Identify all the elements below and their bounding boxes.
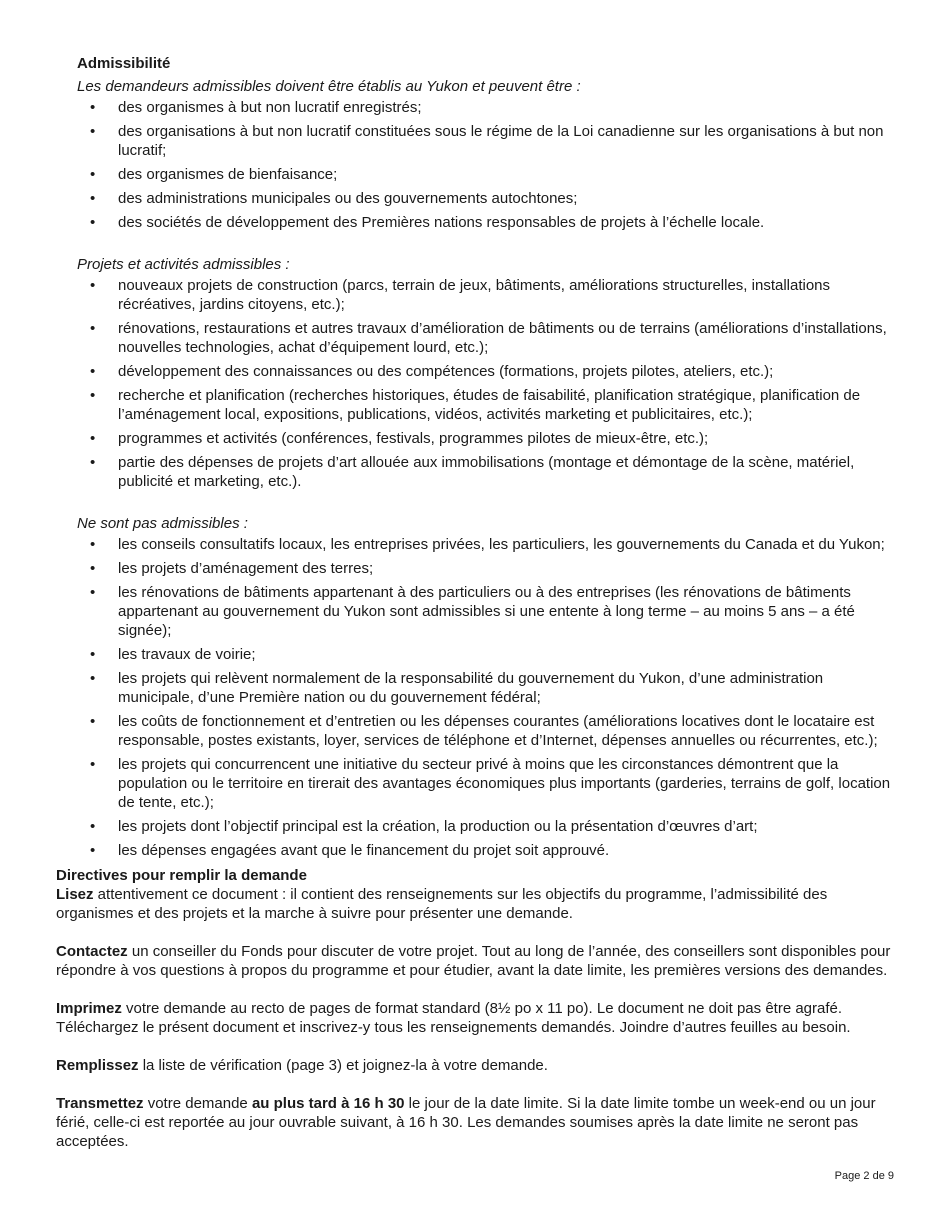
- projects-list: [77, 276, 897, 491]
- list-item: • les conseils consultatifs locaux, les entreprises privées, les particuliers, les gouvernements du Canada et du Yukon;: [77, 535, 897, 554]
- print-label: Imprimez: [56, 1000, 122, 1017]
- list-item: • des organismes à but non lucratif enregistrés;: [77, 98, 897, 117]
- print-text: votre demande au recto de pages de format standard (8½ po x 11 po). Le document ne doit pas être agrafé. Téléchargez le présent document et inscrivez-y tous les renseignements demandés. Joindre d’autres feuilles au besoin.: [56, 1000, 851, 1036]
- fill-text: la liste de vérification (page 3) et joignez-la à votre demande.: [138, 1057, 548, 1074]
- applicants-list: [77, 98, 897, 232]
- fill-label: Remplissez: [56, 1057, 139, 1074]
- list-item: • des sociétés de développement des Premières nations responsables de projets à l’échelle locale.: [77, 213, 897, 232]
- send-label: Transmettez: [56, 1095, 144, 1112]
- contact-label: Contactez: [56, 943, 128, 960]
- page-number: Page 2 de 9: [834, 1170, 894, 1182]
- print-paragraph: [56, 999, 898, 1037]
- contact-text: un conseiller du Fonds pour discuter de votre projet. Tout au long de l’année, des conseillers sont disponibles pour répondre à vos questions à propos du programme et pour étudier, avant la date limite, les premières versions des demandes.: [56, 943, 891, 979]
- list-item: • des organisations à but non lucratif constituées sous le régime de la Loi canadienne sur les organisations à but non lucratif;: [77, 122, 897, 160]
- list-item: • les projets qui concurrencent une initiative du secteur privé à moins que les circonstances démontrent que la population ou le territoire en tirerait des avantages économiques plus importants (garderies, terrains de golf, location de tente, etc.);: [77, 755, 897, 812]
- ineligible-list: [77, 535, 897, 860]
- list-item: • partie des dépenses de projets d’art allouée aux immobilisations (montage et démontage de la scène, matériel, publicité et marketing, etc.).: [77, 453, 897, 491]
- list-item: • les projets qui relèvent normalement de la responsabilité du gouvernement du Yukon, d’une administration municipale, d’une Première nation ou du gouvernement fédéral;: [77, 669, 897, 707]
- list-item: • les dépenses engagées avant que le financement du projet soit approuvé.: [77, 841, 897, 860]
- fill-paragraph: [56, 1056, 898, 1075]
- list-item: • nouveaux projets de construction (parcs, terrain de jeux, bâtiments, améliorations structurelles, installations récréatives, jardins citoyens, etc.);: [77, 276, 897, 314]
- list-item: • les travaux de voirie;: [77, 645, 897, 664]
- send-paragraph: [56, 1094, 898, 1151]
- eligibility-section: [77, 54, 897, 865]
- ineligible-intro: Ne sont pas admissibles :: [77, 515, 248, 532]
- list-item: • rénovations, restaurations et autres travaux d’amélioration de bâtiments ou de terrains (améliorations d’installations, nouvelles technologies, achat d’équipement lourd, etc.);: [77, 319, 897, 357]
- read-label: Lisez: [56, 886, 94, 903]
- list-item: • des administrations municipales ou des gouvernements autochtones;: [77, 189, 897, 208]
- read-text: attentivement ce document : il contient des renseignements sur les objectifs du programme, l’admissibilité des organismes et des projets et la marche à suivre pour présenter une demande.: [56, 886, 828, 922]
- list-item: • programmes et activités (conférences, festivals, programmes pilotes de mieux-être, etc.);: [77, 429, 897, 448]
- list-item: • les projets d’aménagement des terres;: [77, 559, 897, 578]
- list-item: • les coûts de fonctionnement et d’entretien ou les dépenses courantes (améliorations locatives dont le locataire est responsable, postes existants, loyer, services de téléphone et d’Internet, dépenses annuelles ou récurrentes, etc.);: [77, 712, 897, 750]
- eligibility-heading: Admissibilité: [77, 55, 171, 72]
- directives-section: [56, 866, 898, 1170]
- send-text-2: le jour de la date limite. Si la date limite tombe un week-end ou un jour férié, celle-ci est reportée au jour ouvrable suivant, à 16 h 30. Les demandes soumises après la date limite ne seront pas acceptées.: [56, 1095, 876, 1150]
- list-item: • des organismes de bienfaisance;: [77, 165, 897, 184]
- projects-intro: Projets et activités admissibles :: [77, 256, 290, 273]
- contact-paragraph: [56, 942, 898, 980]
- list-item: • les rénovations de bâtiments appartenant à des particuliers ou à des entreprises (les rénovations de bâtiments appartenant au gouvernement du Yukon sont admissibles si une entente à long terme – au moins 5 ans – a été signée);: [77, 583, 897, 640]
- deadline-emphasis: au plus tard à 16 h 30: [251, 1095, 405, 1112]
- directives-heading: Directives pour remplir la demande: [56, 867, 307, 884]
- read-paragraph: [56, 885, 898, 923]
- send-text-1: votre demande: [143, 1095, 252, 1112]
- list-item: • les projets dont l’objectif principal est la création, la production ou la présentation d’œuvres d’art;: [77, 817, 897, 836]
- applicants-intro: Les demandeurs admissibles doivent être établis au Yukon et peuvent être :: [77, 78, 581, 95]
- list-item: • recherche et planification (recherches historiques, études de faisabilité, planification stratégique, planification de l’aménagement local, expositions, publications, vidéos, activités marketing et publicitaires, etc.);: [77, 386, 897, 424]
- list-item: • développement des connaissances ou des compétences (formations, projets pilotes, ateliers, etc.);: [77, 362, 897, 381]
